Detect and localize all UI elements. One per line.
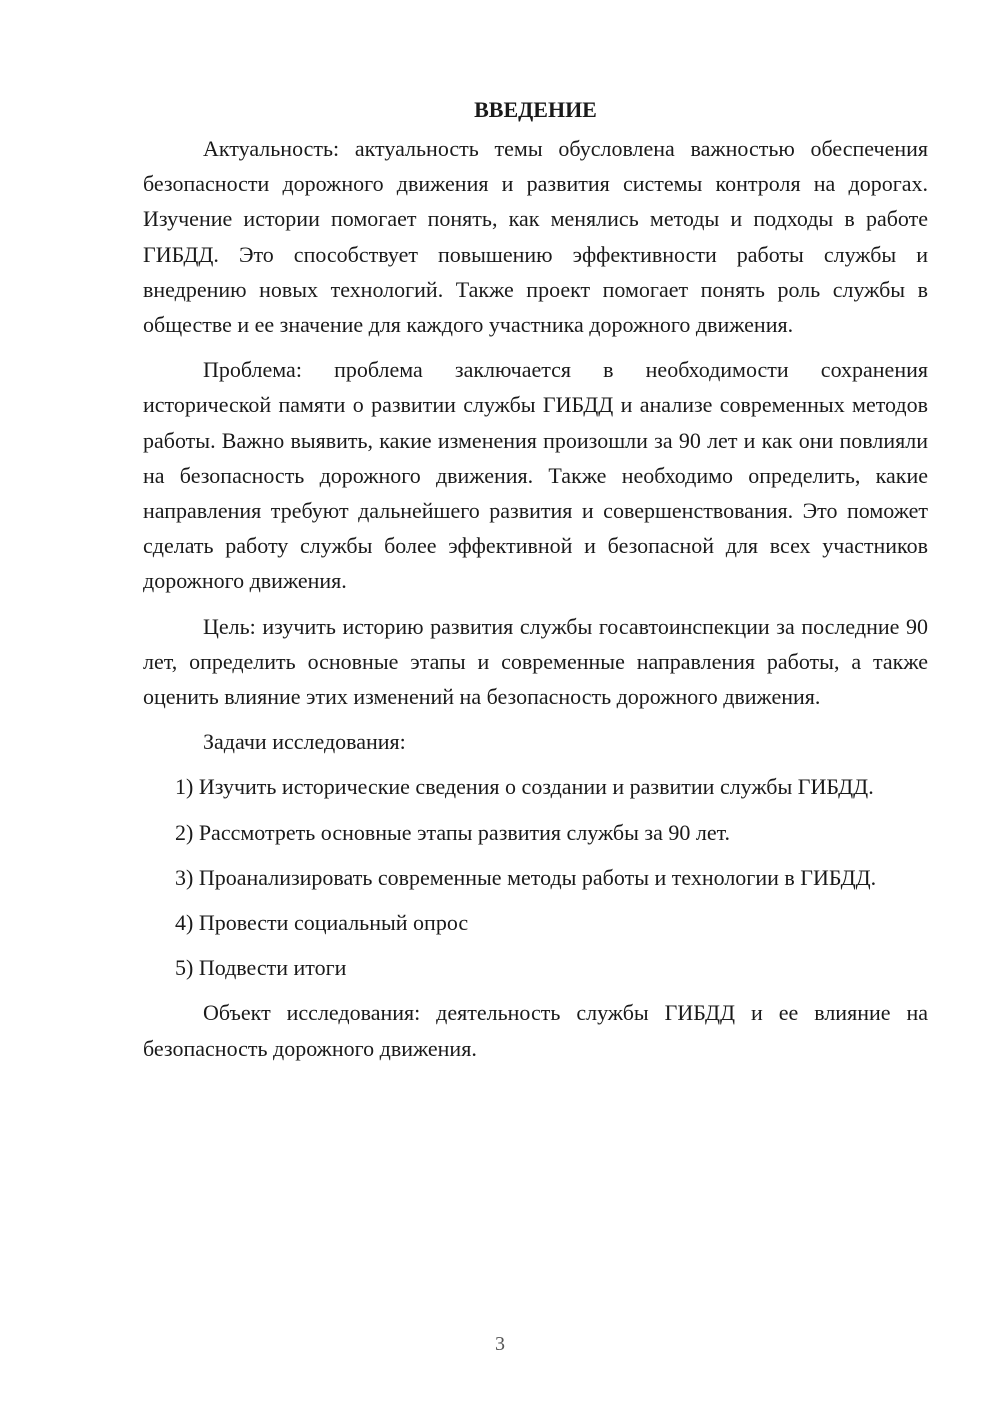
- tasks-heading: Задачи исследования:: [203, 729, 406, 755]
- task-item: 5) Подвести итоги: [175, 955, 347, 981]
- document-page: [143, 95, 928, 1076]
- paragraph-goal: Цель: изучить историю развития службы госавтоинспекции за последние 90 лет, определить основные этапы и современные направления работы, а также оценить влияние этих изменений на безопасность дорожного движения.: [143, 613, 928, 710]
- task-item: 2) Рассмотреть основные этапы развития службы за 90 лет.: [175, 819, 731, 845]
- page-number: 3: [495, 1333, 505, 1355]
- section-title: ВВЕДЕНИЕ: [474, 97, 597, 122]
- paragraph-relevance: Актуальность: актуальность темы обусловлена важностью обеспечения безопасности дорожного движения и развития системы контроля на дорогах. Изучение истории помогает понять, как менялись методы и подходы в работе ГИБДД. Это способствует повышению эффективности работы службы и внедрению новых технологий. Также проект помогает понять роль службы в обществе и ее значение для каждого участника дорожного движения.: [143, 136, 928, 338]
- task-item: 1) Изучить исторические сведения о создании и развитии службы ГИБДД.: [175, 774, 874, 800]
- paragraph-object: Объект исследования: деятельность службы ГИБДД и ее влияние на безопасность дорожного движения.: [143, 1000, 928, 1061]
- task-item: 3) Проанализировать современные методы работы и технологии в ГИБДД.: [175, 864, 877, 890]
- paragraph-problem: Проблема: проблема заключается в необходимости сохранения исторической памяти о развитии службы ГИБДД и анализе современных методов работы. Важно выявить, какие изменения произошли за 90 лет и как они повлияли на безопасность дорожного движения. Также необходимо определить, какие направления требуют дальнейшего развития и совершенствования. Это поможет сделать работу службы более эффективной и безопасной для всех участников дорожного движения.: [143, 357, 928, 594]
- task-item: 4) Провести социальный опрос: [175, 910, 469, 936]
